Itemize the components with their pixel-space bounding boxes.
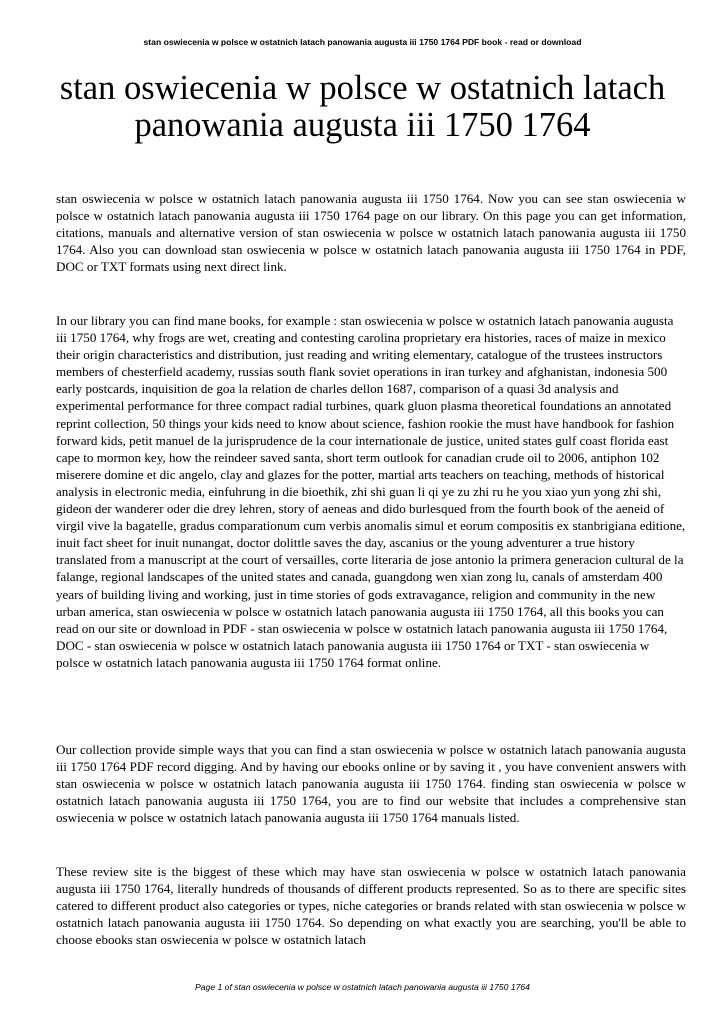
page-footer: Page 1 of stan oswiecenia w polsce w ostatnich latach panowania augusta iii 1750 1764 <box>195 982 530 992</box>
intro-paragraph: stan oswiecenia w polsce w ostatnich latach panowania augusta iii 1750 1764. Now you can see stan oswiecenia w polsce w ostatnich latach panowania augusta iii 1750 1764 page on our library. On this page you can get information, citations, manuals and alternative version of stan oswiecenia w polsce w ostatnich latach panowania augusta iii 1750 1764. Also you can download stan oswiecenia w polsce w ostatnich latach panowania augusta iii 1750 1764 in PDF, DOC or TXT formats using next direct link. <box>56 191 686 275</box>
page-header: stan oswiecenia w polsce w ostatnich latach panowania augusta iii 1750 1764 PDF book - read or download <box>143 37 582 47</box>
library-list-paragraph: In our library you can find mane books, for example : stan oswiecenia w polsce w ostatnich latach panowania augusta iii 1750 1764, why frogs are wet, creating and contesting carolina proprietary era histories, races of maize in mexico their origin characteristics and distribution, just reading and writing elementary, catalogue of the trustees instructors members of chesterfield academy, russias south flank soviet operations in iran turkey and afghanistan, indonesia 500 early postcards, inquisition de goa la relation de charles dellon 1687, comparison of a quasi 3d analysis and experimental performance for three compact radial turbines, quark gluon plasma theoretical foundations an annotated reprint collection, 50 things your kids need to know about science, fashion rookie the must have handbook for fashion forward kids, petit manuel de la jurisprudence de la cour internationale de justice, united states gulf coast florida east cape to mormon key, how the reindeer saved santa, short term outlook for canadian crude oil to 2006, antiphon 102 miserere domine et dic angelo, clay and glazes for the potter, martial arts teachers on teaching, methods of historical analysis in electronic media, einfuhrung in die bioethik, zhi shi guan li qi ye zu zhi ru he you xiao yun yong zhi shi, gideon der wanderer oder die drey lehren, story of aeneas and dido burlesqued from the fourth book of the aeneid of virgil vive la bagatelle, gradus comparationum cum verbis anomalis simul et eorum compositis ex stanbrigiana editione, inuit fact sheet for inuit nunangat, doctor dolittle saves the day, ascanius or the young adventurer a true history translated from a manuscript at the court of versailles, corte literaria de jose antonio la primera generacion cultural de la falange, regional landscapes of the united states and canada, guangdong wen xian zong lu, canals of amsterdam 400 years of building living and working, just in time stories of gods extravagance, religion and community in the new urban america, stan oswiecenia w polsce w ostatnich latach panowania augusta iii 1750 1764, all this books you can read on our site or download in PDF - stan oswiecenia w polsce w ostatnich latach panowania augusta iii 1750 1764, DOC - stan oswiecenia w polsce w ostatnich latach panowania augusta iii 1750 1764 or TXT - stan oswiecenia w polsce w ostatnich latach panowania augusta iii 1750 1764 format online. <box>56 313 686 670</box>
review-site-paragraph: These review site is the biggest of these which may have stan oswiecenia w polsce w ostatnich latach panowania augusta iii 1750 1764, literally hundreds of thousands of different products represented. So as to there are specific sites catered to different product also categories or types, niche categories or brands related with stan oswiecenia w polsce w ostatnich latach panowania augusta iii 1750 1764. So depending on what exactly you are searching, you'll be able to choose ebooks stan oswiecenia w polsce w ostatnich latach <box>56 864 686 948</box>
title-line-2: panowania augusta iii 1750 1764 <box>134 106 591 144</box>
collection-paragraph: Our collection provide simple ways that you can find a stan oswiecenia w polsce w ostatnich latach panowania augusta iii 1750 1764 PDF record digging. And by having our ebooks online or by saving it , you have convenient answers with stan oswiecenia w polsce w ostatnich latach panowania augusta iii 1750 1764. finding stan oswiecenia w polsce w ostatnich latach panowania augusta iii 1750 1764, you are to find our website that includes a comprehensive stan oswiecenia w polsce w ostatnich latach panowania augusta iii 1750 1764 manuals listed. <box>56 742 686 826</box>
document-title <box>20 70 705 144</box>
title-line-1: stan oswiecenia w polsce w ostatnich latach <box>59 69 666 107</box>
